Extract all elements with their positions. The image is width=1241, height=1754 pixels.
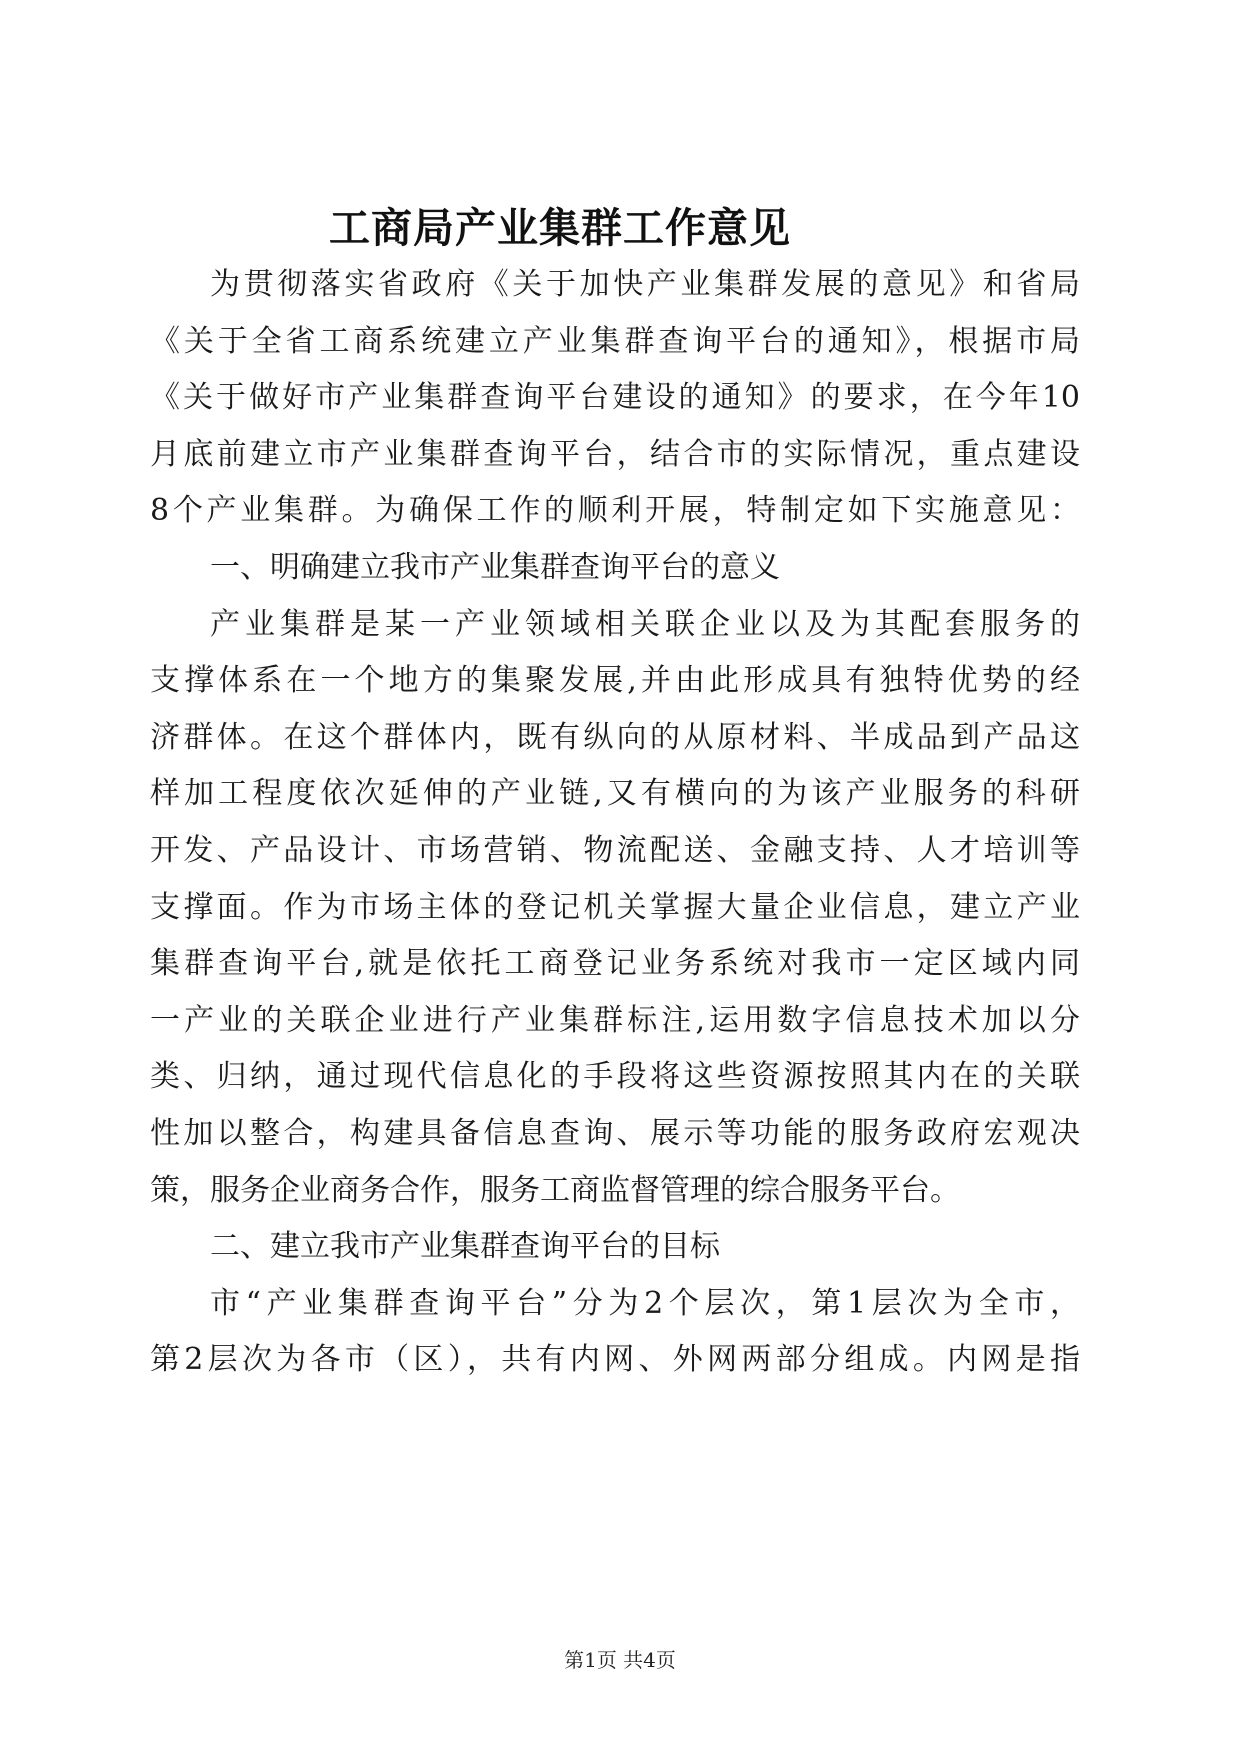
document-body [150, 257, 1080, 1389]
paragraph-line: 一产业的关联企业进行产业集群标注,运用数字信息技术加以分 [150, 1002, 1080, 1038]
paragraph-line: 《关于全省工商系统建立产业集群查询平台的通知》，根据市局 [150, 323, 1080, 359]
paragraph-line: 月底前建立市产业集群查询平台，结合市的实际情况，重点建设 [150, 436, 1080, 472]
paragraph-line: 集群查询平台,就是依托工商登记业务系统对我市一定区域内同 [150, 946, 1080, 982]
section-heading: 一、明确建立我市产业集群查询平台的意义 [210, 549, 780, 585]
paragraph-line: 为贯彻落实省政府《关于加快产业集群发展的意见》和省局 [210, 267, 1080, 302]
paragraph-line: 8个产业集群。为确保工作的顺利开展，特制定如下实施意见： [150, 493, 1080, 529]
document-title: 工商局产业集群工作意见 [329, 204, 791, 252]
section-heading-1 [150, 540, 1080, 597]
paragraph-line: 开发、产品设计、市场营销、物流配送、金融支持、人才培训等 [150, 832, 1080, 868]
paragraph-line: 策，服务企业商务合作，服务工商监督管理的综合服务平台。 [150, 1172, 960, 1208]
paragraph-line: 支撑面。作为市场主体的登记机关掌握大量企业信息，建立产业 [150, 889, 1080, 925]
paragraph-line: 样加工程度依次延伸的产业链,又有横向的为该产业服务的科研 [150, 776, 1080, 812]
paragraph-line: 济群体。在这个群体内，既有纵向的从原材料、半成品到产品这 [150, 719, 1080, 755]
paragraph-line: 支撑体系在一个地方的集聚发展,并由此形成具有独特优势的经 [150, 663, 1080, 699]
paragraph-line: 市“产业集群查询平台”分为2个层次，第1层次为全市， [210, 1285, 1080, 1321]
body-paragraph [150, 1276, 1080, 1389]
body-paragraph [150, 597, 1080, 1220]
section-heading-2 [150, 1219, 1080, 1276]
paragraph-line: 类、归纳，通过现代信息化的手段将这些资源按照其内在的关联 [150, 1059, 1080, 1095]
paragraph-line: 性加以整合，构建具备信息查询、展示等功能的服务政府宏观决 [150, 1115, 1080, 1151]
intro-paragraph [150, 257, 1080, 540]
paragraph-line: 第2层次为各市（区），共有内网、外网两部分组成。内网是指 [150, 1342, 1080, 1378]
paragraph-line: 产业集群是某一产业领域相关联企业以及为其配套服务的 [210, 606, 1080, 642]
paragraph-line: 《关于做好市产业集群查询平台建设的通知》的要求，在今年10 [150, 380, 1080, 416]
section-heading: 二、建立我市产业集群查询平台的目标 [210, 1229, 720, 1265]
page-number-footer: 第1页 共4页 [564, 1648, 676, 1672]
